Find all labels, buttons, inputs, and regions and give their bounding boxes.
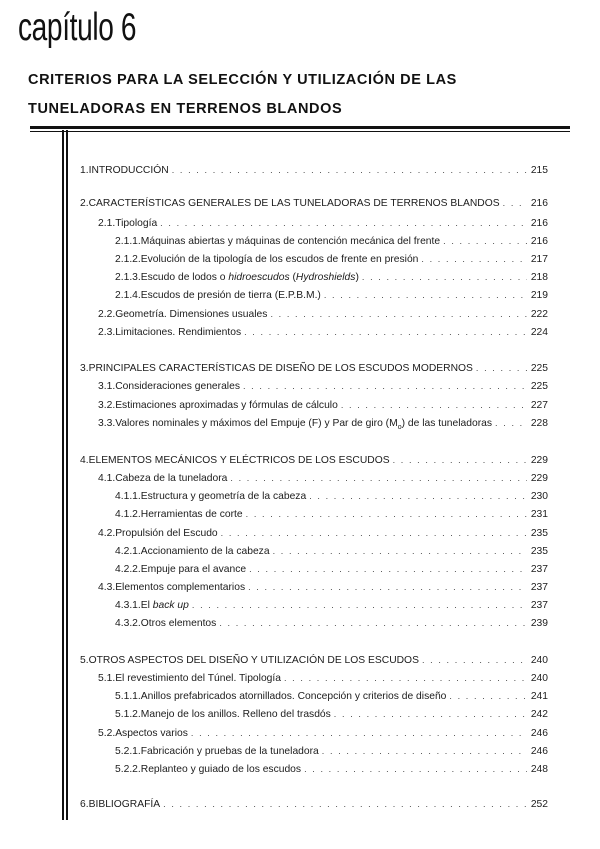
toc-entry-number: 6.: [80, 799, 89, 810]
toc-leader-dots: [341, 398, 527, 412]
toc-entry-level3: [115, 762, 548, 777]
toc-entry-label: ELEMENTOS MECÁNICOS Y ELÉCTRICOS DE LOS ESCUDOS: [88, 455, 390, 466]
toc-entry-level3: [115, 562, 548, 577]
toc-label-part: Valores nominales y máximos del Empuje (F) y Par de giro (M: [115, 418, 398, 429]
toc-entry-label: El revestimiento del Túnel. Tipología: [115, 673, 281, 684]
toc-leader-dots: [449, 689, 527, 703]
toc-entry-page: 216: [530, 218, 548, 229]
toc-entry-level2: [98, 379, 548, 394]
toc-entry-number: 4.2.1.: [115, 546, 141, 557]
toc-entry-page: 224: [530, 327, 548, 338]
toc-entry-page: 237: [530, 582, 548, 593]
toc-leader-dots: [248, 580, 527, 594]
toc-entry-level3: [115, 616, 548, 631]
toc-leader-dots: [495, 416, 527, 430]
toc-entry-level1: [80, 361, 548, 376]
toc-entry-page: 241: [530, 691, 548, 702]
toc-entry-label: [141, 271, 359, 285]
toc-entry-label: Otros elementos: [140, 618, 217, 629]
toc-entry-label: Herramientas de corte: [140, 509, 243, 520]
toc-entry-level2: [98, 325, 548, 340]
toc-entry-number: 5.1.: [98, 673, 116, 684]
toc-leader-dots: [172, 163, 527, 177]
toc-entry-number: 2.2.: [98, 309, 116, 320]
toc-entry-page: 235: [530, 528, 548, 539]
toc-entry-label: Propulsión del Escudo: [115, 528, 218, 539]
toc-leader-dots: [230, 471, 527, 485]
toc-entry-number: 3.2.: [98, 400, 116, 411]
toc-entry-page: 229: [530, 473, 548, 484]
toc-entry-page: 229: [530, 455, 548, 466]
toc-entry-level2: [98, 471, 548, 486]
toc-entry-label: Evolución de la tipología de los escudos de frente en presión: [140, 254, 419, 265]
toc-leader-dots: [219, 616, 527, 630]
toc-entry-page: 231: [530, 509, 548, 520]
toc-entry-label: Accionamiento de la cabeza: [140, 546, 270, 557]
toc-entry-level2: [98, 526, 548, 541]
toc-entry-label: [141, 599, 189, 613]
toc-entry-level2: [98, 671, 548, 686]
toc-entry-label: BIBLIOGRAFÍA: [88, 799, 161, 810]
toc-entry-number: 4.1.: [98, 473, 116, 484]
toc-entry-number: 2.1.3.: [115, 272, 141, 283]
toc-entry-page: 225: [530, 363, 548, 374]
toc-leader-dots: [273, 544, 527, 558]
toc-entry-number: 3.: [80, 363, 89, 374]
toc-leader-dots: [309, 489, 527, 503]
toc-entry-page: 225: [530, 381, 548, 392]
toc-leader-dots: [284, 671, 527, 685]
toc-entry-level3: [115, 598, 548, 613]
toc-leader-dots: [191, 726, 527, 740]
toc-entry-number: 5.: [80, 655, 89, 666]
toc-entry-page: 242: [530, 709, 548, 720]
toc-entry-level3: [115, 288, 548, 303]
toc-entry-number: 2.3.: [98, 327, 116, 338]
toc-leader-dots: [421, 252, 527, 266]
toc-entry-level2: [98, 216, 548, 231]
toc-entry-level1: [80, 163, 548, 178]
toc-leader-dots: [270, 307, 527, 321]
toc-entry-label: Consideraciones generales: [115, 381, 240, 392]
toc-entry-page: 217: [530, 254, 548, 265]
toc-entry-number: 2.1.2.: [115, 254, 141, 265]
toc-entry-level3: [115, 507, 548, 522]
toc-label-italic: hidroescudos: [228, 272, 290, 283]
toc-entry-number: 2.: [80, 198, 89, 209]
toc-entry-number: 4.3.: [98, 582, 116, 593]
toc-label-italic: back up: [152, 600, 189, 611]
toc-label-subscript: o: [397, 424, 402, 432]
toc-entry-page: 246: [530, 746, 548, 757]
toc-entry-page: 252: [530, 799, 548, 810]
toc-entry-page: 240: [530, 655, 548, 666]
toc-label-part: ): [355, 272, 359, 283]
toc-leader-dots: [192, 598, 527, 612]
toc-entry-label: Manejo de los anillos. Relleno del trasdós: [140, 709, 331, 720]
toc-entry-level3: [115, 234, 548, 249]
toc-entry-label: Anillos prefabricados atornillados. Concepción y criterios de diseño: [140, 691, 447, 702]
toc-leader-dots: [244, 325, 527, 339]
toc-entry-level2: [98, 307, 548, 322]
toc-entry-label: Estructura y geometría de la cabeza: [140, 491, 307, 502]
toc-entry-page: 228: [530, 418, 548, 429]
toc-entry-number: 5.2.: [98, 728, 116, 739]
toc-entry-number: 3.3.: [98, 418, 116, 429]
toc-entry-label: Escudos de presión de tierra (E.P.B.M.): [140, 290, 321, 301]
toc-label-part: ) de las tuneladoras: [401, 418, 493, 429]
toc-leader-dots: [160, 216, 527, 230]
toc-leader-dots: [503, 196, 527, 210]
toc-entry-label: Aspectos varios: [115, 728, 188, 739]
toc-leader-dots: [362, 270, 527, 284]
chapter-heading-line1: CRITERIOS PARA LA SELECCIÓN Y UTILIZACIÓN DE LAS: [28, 72, 457, 88]
toc-leader-dots: [246, 507, 527, 521]
toc-entry-level3: [115, 744, 548, 759]
toc-entry-level3: [115, 707, 548, 722]
toc-entry-page: 216: [530, 236, 548, 247]
toc-entry-level1: [80, 797, 548, 812]
toc-entry-label: Cabeza de la tuneladora: [115, 473, 228, 484]
toc-leader-dots: [443, 234, 527, 248]
toc-entry-level3: [115, 270, 548, 285]
toc-leader-dots: [334, 707, 527, 721]
toc-leader-dots: [476, 361, 527, 375]
toc-entry-number: 4.1.2.: [115, 509, 141, 520]
toc-entry-level1: [80, 653, 548, 668]
toc-entry-page: 215: [530, 165, 548, 176]
heading-rule-thick: [30, 126, 570, 129]
toc-entry-number: 4.2.2.: [115, 564, 141, 575]
toc-entry-page: 239: [530, 618, 548, 629]
toc-entry-label: Geometría. Dimensiones usuales: [115, 309, 268, 320]
margin-bar-left: [62, 130, 64, 820]
toc-entry-label: OTROS ASPECTOS DEL DISEÑO Y UTILIZACIÓN DE LOS ESCUDOS: [88, 655, 419, 666]
toc-entry-number: 4.2.: [98, 528, 116, 539]
toc-leader-dots: [324, 288, 527, 302]
toc-entry-label: Estimaciones aproximadas y fórmulas de cálculo: [115, 400, 338, 411]
toc-entry-label: Replanteo y guiado de los escudos: [140, 764, 302, 775]
heading-rule-thin: [30, 131, 570, 132]
toc-entry-level3: [115, 689, 548, 704]
toc-entry-level1: [80, 196, 548, 211]
toc-leader-dots: [393, 453, 527, 467]
toc-entry-page: 230: [530, 491, 548, 502]
chapter-heading-line2: TUNELADORAS EN TERRENOS BLANDOS: [28, 101, 343, 117]
toc-label-part: El: [140, 600, 153, 611]
toc-entry-number: 5.1.2.: [115, 709, 141, 720]
toc-entry-label: Empuje para el avance: [140, 564, 247, 575]
toc-entry-page: 227: [530, 400, 548, 411]
toc-entry-number: 1.: [80, 165, 89, 176]
toc-leader-dots: [221, 526, 527, 540]
toc-entry-page: 222: [530, 309, 548, 320]
toc-entry-page: 216: [530, 198, 548, 209]
toc-entry-number: 2.1.1.: [115, 236, 141, 247]
toc-entry-level2: [98, 726, 548, 741]
toc-entry-number: 5.1.1.: [115, 691, 141, 702]
toc-entry-level3: [115, 489, 548, 504]
toc-entry-number: 4.3.1.: [115, 600, 141, 611]
toc-entry-page: 248: [530, 764, 548, 775]
toc-entry-number: 3.1.: [98, 381, 116, 392]
toc-leader-dots: [422, 653, 527, 667]
toc-entry-number: 4.: [80, 455, 89, 466]
toc-leader-dots: [322, 744, 527, 758]
toc-entry-number: 5.2.1.: [115, 746, 141, 757]
chapter-heading: [28, 66, 568, 124]
toc-entry-page: 219: [530, 290, 548, 301]
toc-entry-label: Limitaciones. Rendimientos: [115, 327, 242, 338]
toc-entry-level2: [98, 416, 548, 431]
toc-entry-label: [115, 417, 492, 431]
toc-entry-number: 2.1.4.: [115, 290, 141, 301]
toc-entry-label: INTRODUCCIÓN: [88, 165, 169, 176]
toc-entry-number: 4.3.2.: [115, 618, 141, 629]
toc-label-part: (: [289, 272, 296, 283]
toc-label-italic: Hydroshields: [295, 272, 356, 283]
toc-entry-level1: [80, 453, 548, 468]
toc-leader-dots: [163, 797, 527, 811]
toc-entry-label: Máquinas abiertas y máquinas de contención mecánica del frente: [140, 236, 441, 247]
toc-entry-page: 237: [530, 564, 548, 575]
toc-entry-level2: [98, 398, 548, 413]
toc-entry-page: 240: [530, 673, 548, 684]
toc-leader-dots: [249, 562, 527, 576]
toc-leader-dots: [243, 379, 527, 393]
toc-entry-level3: [115, 544, 548, 559]
toc-entry-level2: [98, 580, 548, 595]
chapter-title: capítulo 6: [18, 6, 137, 49]
toc-entry-label: CARACTERÍSTICAS GENERALES DE LAS TUNELADORAS DE TERRENOS BLANDOS: [88, 198, 500, 209]
toc-entry-number: 5.2.2.: [115, 764, 141, 775]
toc-entry-label: Tipología: [115, 218, 158, 229]
toc-entry-number: 2.1.: [98, 218, 116, 229]
toc-entry-page: 218: [530, 272, 548, 283]
toc-entry-label: Fabricación y pruebas de la tuneladora: [140, 746, 319, 757]
toc-entry-level3: [115, 252, 548, 267]
toc-entry-page: 235: [530, 546, 548, 557]
toc-entry-page: 246: [530, 728, 548, 739]
toc-entry-number: 4.1.1.: [115, 491, 141, 502]
toc-label-part: Escudo de lodos o: [140, 272, 229, 283]
margin-bar-right: [66, 130, 68, 820]
toc-entry-page: 237: [530, 600, 548, 611]
toc-entry-label: Elementos complementarios: [115, 582, 246, 593]
toc-leader-dots: [304, 762, 527, 776]
toc-entry-label: PRINCIPALES CARACTERÍSTICAS DE DISEÑO DE LOS ESCUDOS MODERNOS: [88, 363, 473, 374]
